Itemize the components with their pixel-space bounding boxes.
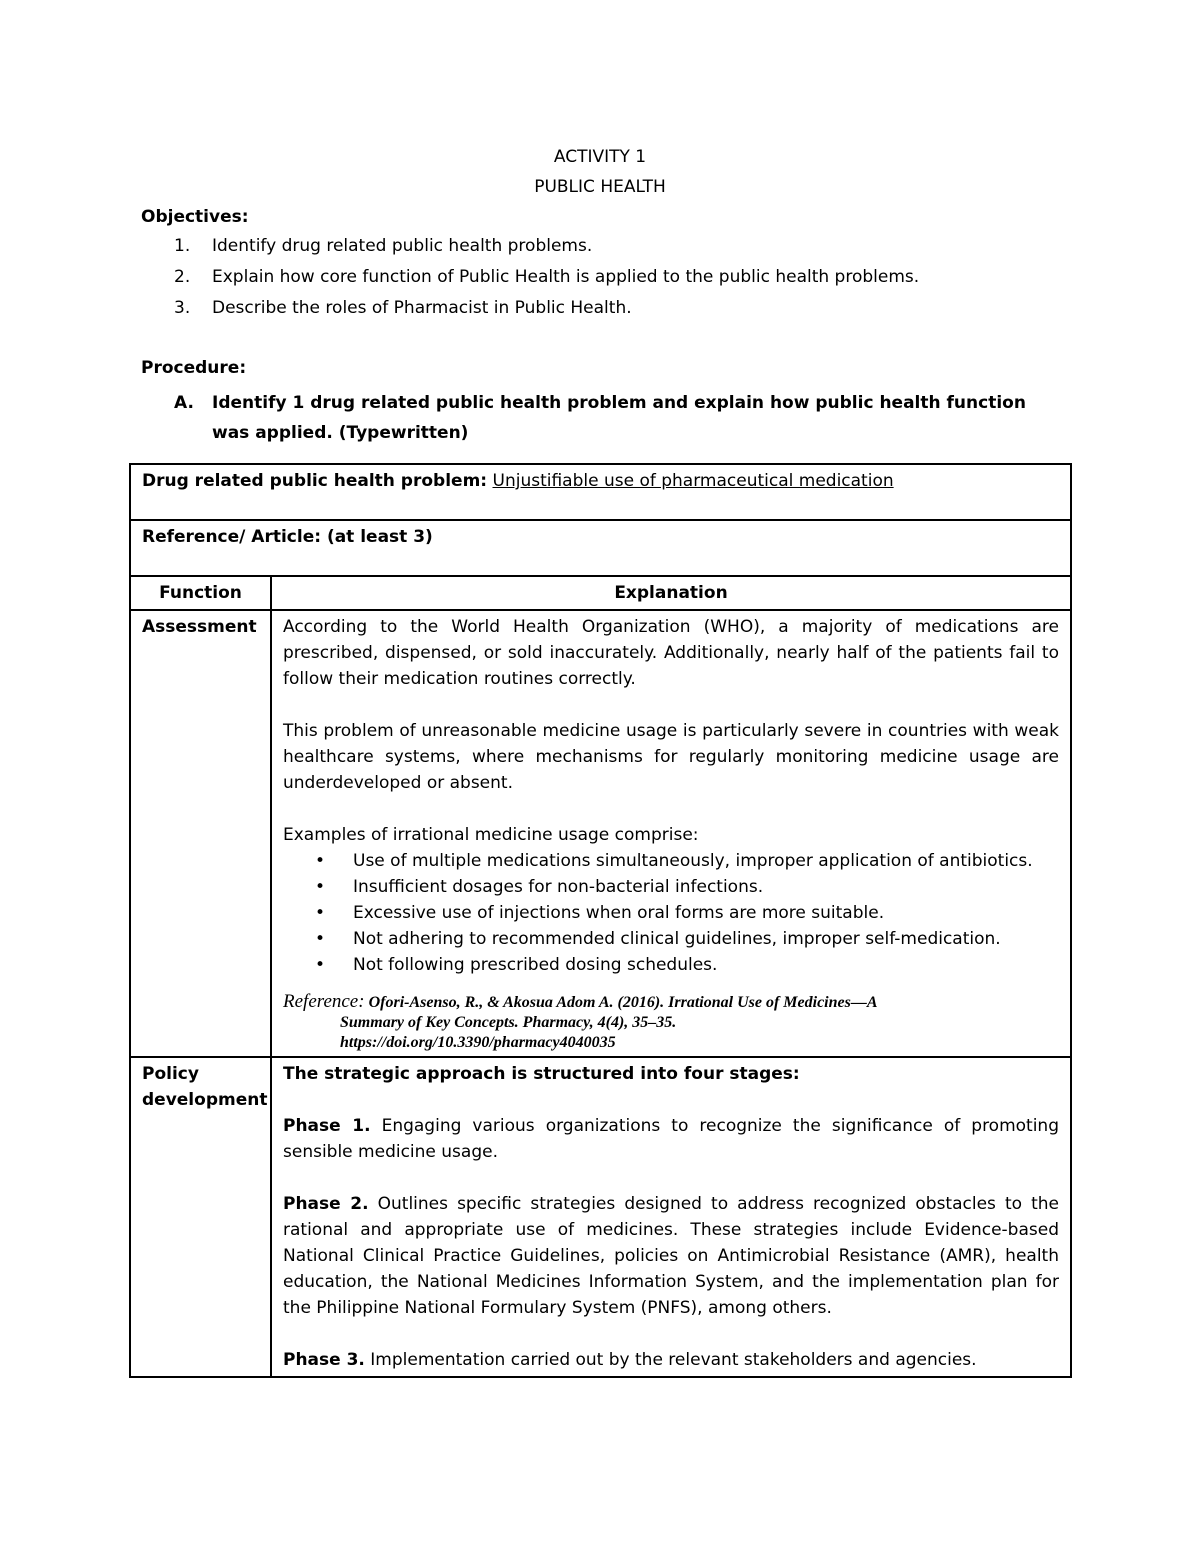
procedure-text: Identify 1 drug related public health problem and explain how public health function was applied. (Typewritten) [212,393,1026,443]
phase-paragraph [283,1113,1059,1165]
table-header-row [130,576,1071,610]
objective-text: Explain how core function of Public Health is applied to the public health problems. [212,267,920,287]
objective-number: 1. [174,236,191,256]
examples-intro: Examples of irrational medicine usage comprise: [283,825,699,845]
objective-item [174,267,919,298]
phase-paragraph [283,1347,1059,1373]
phase-paragraph [283,1191,1059,1321]
function-cell-policy: Policy development [130,1057,271,1377]
list-item: • Use of multiple medications simultaneously, improper application of antibiotics. [283,848,1059,874]
list-item: • Not following prescribed dosing schedules. [283,952,1059,978]
reference-label: Reference/ Article: (at least 3) [130,520,1071,576]
phase-text: Implementation carried out by the relevant stakeholders and agencies. [370,1350,977,1370]
list-item: • Not adhering to recommended clinical guidelines, improper self-medication. [283,926,1059,952]
problem-row [130,464,1071,520]
objective-item [174,236,919,267]
phase-text: Outlines specific strategies designed to address recognized obstacles to the rational and appropriate use of medicines. These strategies include Evidence-based National Clinical Practice Guidelines, policies on Antimicrobial Resistance (AMR), health education, the National Medicines Information System, and the implementation plan for the Philippine National Formulary System (PNFS), among others. [283,1194,1060,1318]
reference-line: Ofori-Asenso, R., & Akosua Adom A. (2016). Irrational Use of Medicines—A [368,994,878,1011]
phase-label: Phase 1. [283,1116,371,1136]
procedure-heading: Procedure: [141,358,247,378]
assessment-paragraph: This problem of unreasonable medicine usage is particularly severe in countries with weak healthcare systems, where mechanisms for regularly monitoring medicine usage are underdeveloped or absent. [283,721,1059,793]
reference-row [130,520,1071,576]
objective-text: Identify drug related public health problems. [212,236,593,256]
list-item: • Excessive use of injections when oral forms are more suitable. [283,900,1059,926]
activity-title: ACTIVITY 1 [553,147,647,167]
list-item: • Insufficient dosages for non-bacterial infections. [283,874,1059,900]
policy-intro: The strategic approach is structured into four stages: [283,1064,800,1084]
objective-number: 3. [174,298,191,318]
phase-text: Engaging various organizations to recognize the significance of promoting sensible medicine usage. [283,1116,1059,1162]
subject-title: PUBLIC HEALTH [534,177,666,197]
reference-label: Reference: [283,991,365,1012]
objectives-heading: Objectives: [141,207,249,227]
reference-line: Summary of Key Concepts. Pharmacy, 4(4), 35–35. [340,1014,677,1031]
procedure-item-a [174,388,1034,448]
problem-cell [130,464,1071,520]
column-header-function: Function [130,576,271,610]
objectives-list [174,236,919,329]
reference-link[interactable]: https://doi.org/10.3390/pharmacy4040035 [340,1034,616,1051]
problem-label: Drug related public health problem: [142,471,488,491]
objective-text: Describe the roles of Pharmacist in Public Health. [212,298,632,318]
reference-citation [283,992,1059,1053]
column-header-explanation: Explanation [271,576,1071,610]
table-row-assessment [130,610,1071,1057]
assessment-paragraph: According to the World Health Organization (WHO), a majority of medications are prescribed, dispensed, or sold inaccurately. Additionally, nearly half of the patients fail to follow their medication routines correctly. [283,617,1059,689]
objective-item [174,298,919,329]
table-row-policy [130,1057,1071,1377]
phase-label: Phase 2. [283,1194,369,1214]
objective-number: 2. [174,267,191,287]
explanation-cell-assessment [271,610,1071,1057]
procedure-letter: A. [174,393,194,413]
function-cell-assessment: Assessment [130,610,271,1057]
phase-label: Phase 3. [283,1350,365,1370]
function-table [129,463,1072,1378]
problem-value: Unjustifiable use of pharmaceutical medication [492,471,894,491]
examples-list [283,848,1059,978]
explanation-cell-policy [271,1057,1071,1377]
